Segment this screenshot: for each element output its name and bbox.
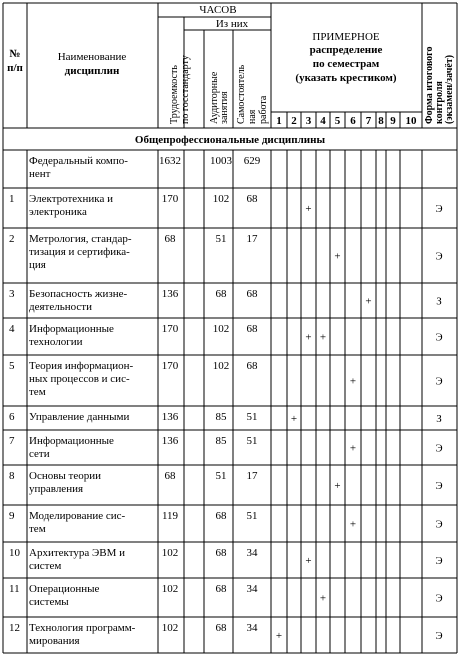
row-form: Э: [435, 630, 443, 642]
row-num: 1: [9, 193, 15, 205]
row-name: Безопасность жизне-: [29, 288, 128, 300]
row-form: Э: [435, 518, 443, 531]
row-form: З: [436, 295, 442, 308]
row-name: нент: [29, 168, 51, 180]
row-total: 136: [161, 435, 179, 447]
row-form: Э: [435, 592, 443, 605]
row-name: тем: [29, 523, 46, 535]
semester-label: 4: [320, 115, 326, 127]
row-total: 102: [161, 622, 179, 634]
row-name: Операционные: [29, 583, 100, 595]
row-name: Теория информацион-: [29, 360, 134, 372]
row-total: 102: [161, 547, 179, 559]
row-num: 11: [9, 583, 20, 595]
row-form: Э: [435, 331, 443, 344]
row-form: Э: [435, 375, 443, 388]
row-num: 3: [9, 288, 15, 300]
row-self: 34: [246, 547, 258, 559]
row-total: 170: [161, 193, 179, 205]
row-aud: 68: [215, 622, 227, 634]
row-name: деятельности: [29, 301, 92, 313]
semester-mark: +: [365, 295, 372, 308]
row-form: Э: [435, 250, 443, 263]
row-aud: 85: [215, 411, 227, 423]
header-total: Трудоемкость: [169, 65, 180, 124]
row-form: Э: [435, 442, 443, 455]
header-name: Наименование: [57, 51, 127, 63]
row-name: тизация и сертифика-: [29, 246, 130, 258]
row-self: 629: [243, 155, 261, 167]
header-num: п/п: [7, 62, 23, 74]
row-self: 51: [246, 510, 258, 522]
row-name: Технология программ-: [29, 622, 136, 634]
row-num: 6: [9, 411, 15, 423]
row-total: 136: [161, 288, 179, 300]
semester-label: 6: [350, 115, 356, 127]
row-total: 102: [161, 583, 179, 595]
row-self: 68: [246, 323, 258, 335]
semester-label: 5: [334, 115, 341, 127]
row-name: мирования: [29, 635, 80, 647]
row-name: тем: [29, 386, 46, 398]
row-self: 68: [246, 288, 258, 300]
row-num: 9: [9, 510, 15, 522]
row-form: Э: [435, 203, 443, 215]
row-self: 51: [246, 411, 258, 423]
row-name: Моделирование сис-: [29, 510, 126, 522]
row-name: Управление данными: [29, 411, 130, 423]
semester-mark: +: [334, 480, 341, 492]
row-aud: 51: [215, 233, 227, 245]
semester-mark: +: [290, 413, 298, 425]
row-aud: 68: [215, 583, 227, 595]
header-of-them: Из них: [215, 18, 249, 30]
row-aud: 102: [212, 323, 230, 335]
row-num: 8: [9, 470, 15, 482]
row-name: технологии: [29, 336, 83, 348]
row-name: ция: [29, 259, 46, 271]
row-name: электроника: [29, 206, 87, 218]
row-aud: 102: [212, 360, 230, 372]
row-total: 170: [161, 323, 179, 335]
row-name: систем: [29, 560, 62, 572]
header-dist: по семестрам: [312, 58, 380, 70]
row-name: Архитектура ЭВМ и: [29, 547, 126, 559]
semester-mark: +: [349, 518, 357, 531]
header-aud: Аудиторные: [209, 71, 220, 124]
header-dist: ПРИМЕРНОЕ: [312, 31, 380, 43]
row-num: 12: [9, 622, 20, 634]
row-name: Федеральный компо-: [29, 155, 128, 167]
row-total: 1632: [159, 155, 181, 167]
semester-mark: +: [305, 331, 312, 344]
semester-label: 2: [291, 115, 297, 127]
row-self: 51: [246, 435, 258, 447]
row-num: 4: [9, 323, 15, 335]
header-dist: (указать крестиком): [295, 72, 397, 84]
header-aud: занятия: [219, 91, 230, 124]
header-self: ная: [247, 109, 258, 124]
header-dist: распределение: [309, 44, 383, 56]
row-total: 136: [161, 411, 179, 423]
semester-mark: +: [319, 331, 327, 344]
row-num: 10: [9, 547, 20, 559]
header-self: Самостоятель: [236, 64, 247, 124]
row-name: сети: [29, 448, 50, 460]
row-self: 34: [246, 583, 258, 595]
row-aud: 102: [212, 193, 230, 205]
semester-mark: +: [319, 592, 327, 605]
row-form: З: [436, 413, 442, 425]
row-name: Электротехника и: [29, 193, 113, 205]
row-self: 17: [246, 233, 258, 245]
semester-mark: +: [305, 203, 312, 215]
section-title: Общепрофессиональные дисциплины: [134, 134, 326, 146]
header-num: №: [9, 48, 21, 60]
semester-label: 7: [365, 115, 372, 127]
semester-mark: +: [349, 375, 357, 388]
row-self: 17: [246, 470, 258, 482]
row-name: системы: [29, 596, 69, 608]
header-form: контроля: [434, 81, 445, 124]
row-name: Информационные: [29, 323, 114, 335]
row-aud: 51: [215, 470, 227, 482]
row-num: 5: [9, 360, 15, 372]
row-total: 170: [161, 360, 179, 372]
header-self: работа: [258, 95, 269, 124]
row-self: 34: [246, 622, 258, 634]
semester-mark: +: [349, 442, 357, 455]
row-self: 68: [246, 193, 258, 205]
semester-mark: +: [334, 250, 341, 263]
header-form: Форма итогового: [424, 46, 435, 124]
row-aud: 68: [215, 547, 227, 559]
semester-label: 3: [305, 115, 312, 127]
row-self: 68: [246, 360, 258, 372]
row-name: Метрология, стандар-: [29, 233, 132, 245]
row-name: Основы теории: [29, 470, 102, 482]
row-form: Э: [435, 480, 443, 492]
row-form: Э: [435, 555, 443, 567]
semester-label: 8: [378, 115, 384, 127]
header-form: (экзамен/зачёт): [444, 54, 455, 124]
header-total: по госстандарту: [180, 55, 191, 124]
row-total: 68: [164, 470, 176, 482]
row-aud: 1003: [210, 155, 232, 167]
row-total: 68: [164, 233, 176, 245]
header-hours: ЧАСОВ: [199, 4, 237, 16]
header-name: дисциплин: [64, 65, 120, 77]
row-num: 7: [9, 435, 15, 447]
semester-mark: +: [305, 555, 312, 567]
row-name: Информационные: [29, 435, 114, 447]
row-name: управления: [29, 483, 84, 495]
row-num: 2: [9, 233, 15, 245]
row-aud: 85: [215, 435, 227, 447]
row-aud: 68: [215, 510, 227, 522]
semester-mark: +: [275, 630, 283, 642]
semester-label: 1: [276, 115, 282, 127]
row-total: 119: [161, 510, 179, 522]
semester-label: 9: [390, 115, 396, 127]
row-name: ных процессов и сис-: [29, 373, 130, 385]
semester-label: 10: [405, 115, 417, 127]
row-aud: 68: [215, 288, 227, 300]
